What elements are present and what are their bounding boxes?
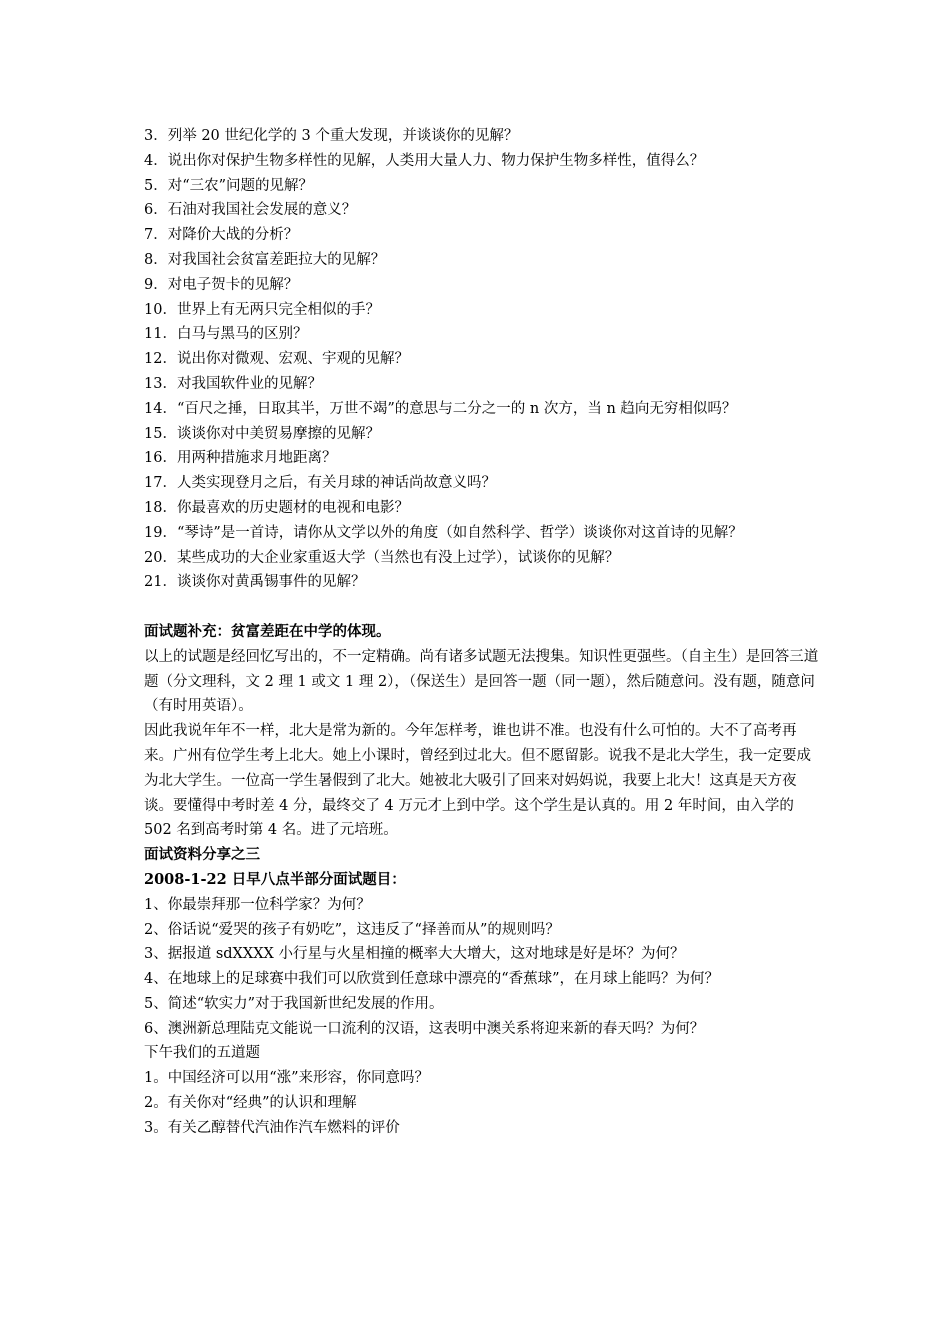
question-item: 7．对降价大战的分析？ xyxy=(144,227,299,244)
question-item: 17．人类实现登月之后，有关月球的神话尚故意义吗？ xyxy=(144,475,496,492)
morning-question: 2、俗话说“爱哭的孩子有奶吃”，这违反了“择善而从”的规则吗？ xyxy=(144,921,560,938)
question-item: 4．说出你对保护生物多样性的见解，人类用大量人力、物力保护生物多样性，值得么？ xyxy=(144,152,705,169)
morning-question: 1、你最崇拜那一位科学家？为何？ xyxy=(144,896,371,913)
question-item: 9．对电子贺卡的见解？ xyxy=(144,276,299,293)
morning-question: 5、简述“软实力”对于我国新世纪发展的作用。 xyxy=(144,995,444,1012)
morning-question: 6、澳洲新总理陆克文能说一口流利的汉语，这表明中澳关系将迎来新的春天吗？为何？ xyxy=(144,1020,705,1037)
afternoon-question: 1。中国经济可以用“涨”来形容，你同意吗？ xyxy=(144,1070,430,1087)
question-item: 21．谈谈你对黄禹锡事件的见解？ xyxy=(144,574,366,591)
question-item: 14．“百尺之捶，日取其半，万世不竭”的意思与二分之一的 n 次方，当 n 趋向无穷相似吗？ xyxy=(144,400,737,417)
morning-question: 4、在地球上的足球赛中我们可以欣赏到任意球中漂亮的“香蕉球”，在月球上能吗？为何？ xyxy=(144,971,720,988)
question-item: 5．对“三农”问题的见解？ xyxy=(144,177,314,194)
document-body xyxy=(144,124,820,1141)
question-item: 18．你最喜欢的历史题材的电视和电影？ xyxy=(144,499,409,516)
supplement-heading: 面试题补充：贫富差距在中学的体现。 xyxy=(144,622,391,640)
share-heading: 面试资料分享之三 xyxy=(144,846,260,864)
question-item: 10．世界上有无两只完全相似的手？ xyxy=(144,301,380,318)
blank-line xyxy=(144,595,820,620)
question-item: 19．“琴诗”是一首诗，请你从文学以外的角度（如自然科学、哲学）谈谈你对这首诗的见解？ xyxy=(144,524,743,541)
question-item: 3．列举 20 世纪化学的 3 个重大发现，并谈谈你的见解？ xyxy=(144,128,519,144)
question-item: 15．谈谈你对中美贸易摩擦的见解？ xyxy=(144,425,380,442)
question-item: 16．用两种措施求月地距离？ xyxy=(144,450,337,467)
afternoon-question: 3。有关乙醇替代汽油作汽车燃料的评价 xyxy=(144,1119,400,1136)
date-heading: 2008-1-22 日早八点半部分面试题目： xyxy=(144,870,406,888)
afternoon-question: 2。有关你对“经典”的认识和理解 xyxy=(144,1095,357,1112)
question-item: 20．某些成功的大企业家重返大学（当然也有没上过学），试谈你的见解？ xyxy=(144,549,620,566)
question-item: 6．石油对我国社会发展的意义？ xyxy=(144,202,357,219)
question-item: 11．白马与黑马的区别？ xyxy=(144,326,308,343)
afternoon-label: 下午我们的五道题 xyxy=(144,1045,260,1062)
supplement-paragraph: 因此我说年年不一样，北大是常为新的。今年怎样考，谁也讲不准。也没有什么可怕的。大不了高考再来。广州有位学生考上北大。她上小课时，曾经到过北大。但不愿留影。说我不是北大学生，我一定要成为北大学生。一位高一学生暑假到了北大。她被北大吸引了回来对妈妈说，我要上北大！这真是天方夜谈。要懂得中考时差 4 分，最终交了 4 万元才上到中学。这个学生是认真的。用 2 年时间，由入学的 502 名到高考时第 4 名。进了元培班。 xyxy=(144,723,811,839)
morning-question: 3、据报道 sdXXXX 小行星与火星相撞的概率大大增大，这对地球是好是坏？为何？ xyxy=(144,946,685,963)
question-item: 12．说出你对微观、宏观、宇观的见解？ xyxy=(144,351,409,368)
question-item: 13．对我国软件业的见解？ xyxy=(144,375,322,392)
question-item: 8．对我国社会贫富差距拉大的见解？ xyxy=(144,251,386,268)
supplement-paragraph: 以上的试题是经回忆写出的，不一定精确。尚有诸多试题无法搜集。知识性更强些。（自主生）是回答三道题（分文理科，文 2 理 1 或文 1 理 2），（保送生）是回答一题（同一题），然后随意问。没有题，随意问（有时用英语）。 xyxy=(144,648,819,715)
